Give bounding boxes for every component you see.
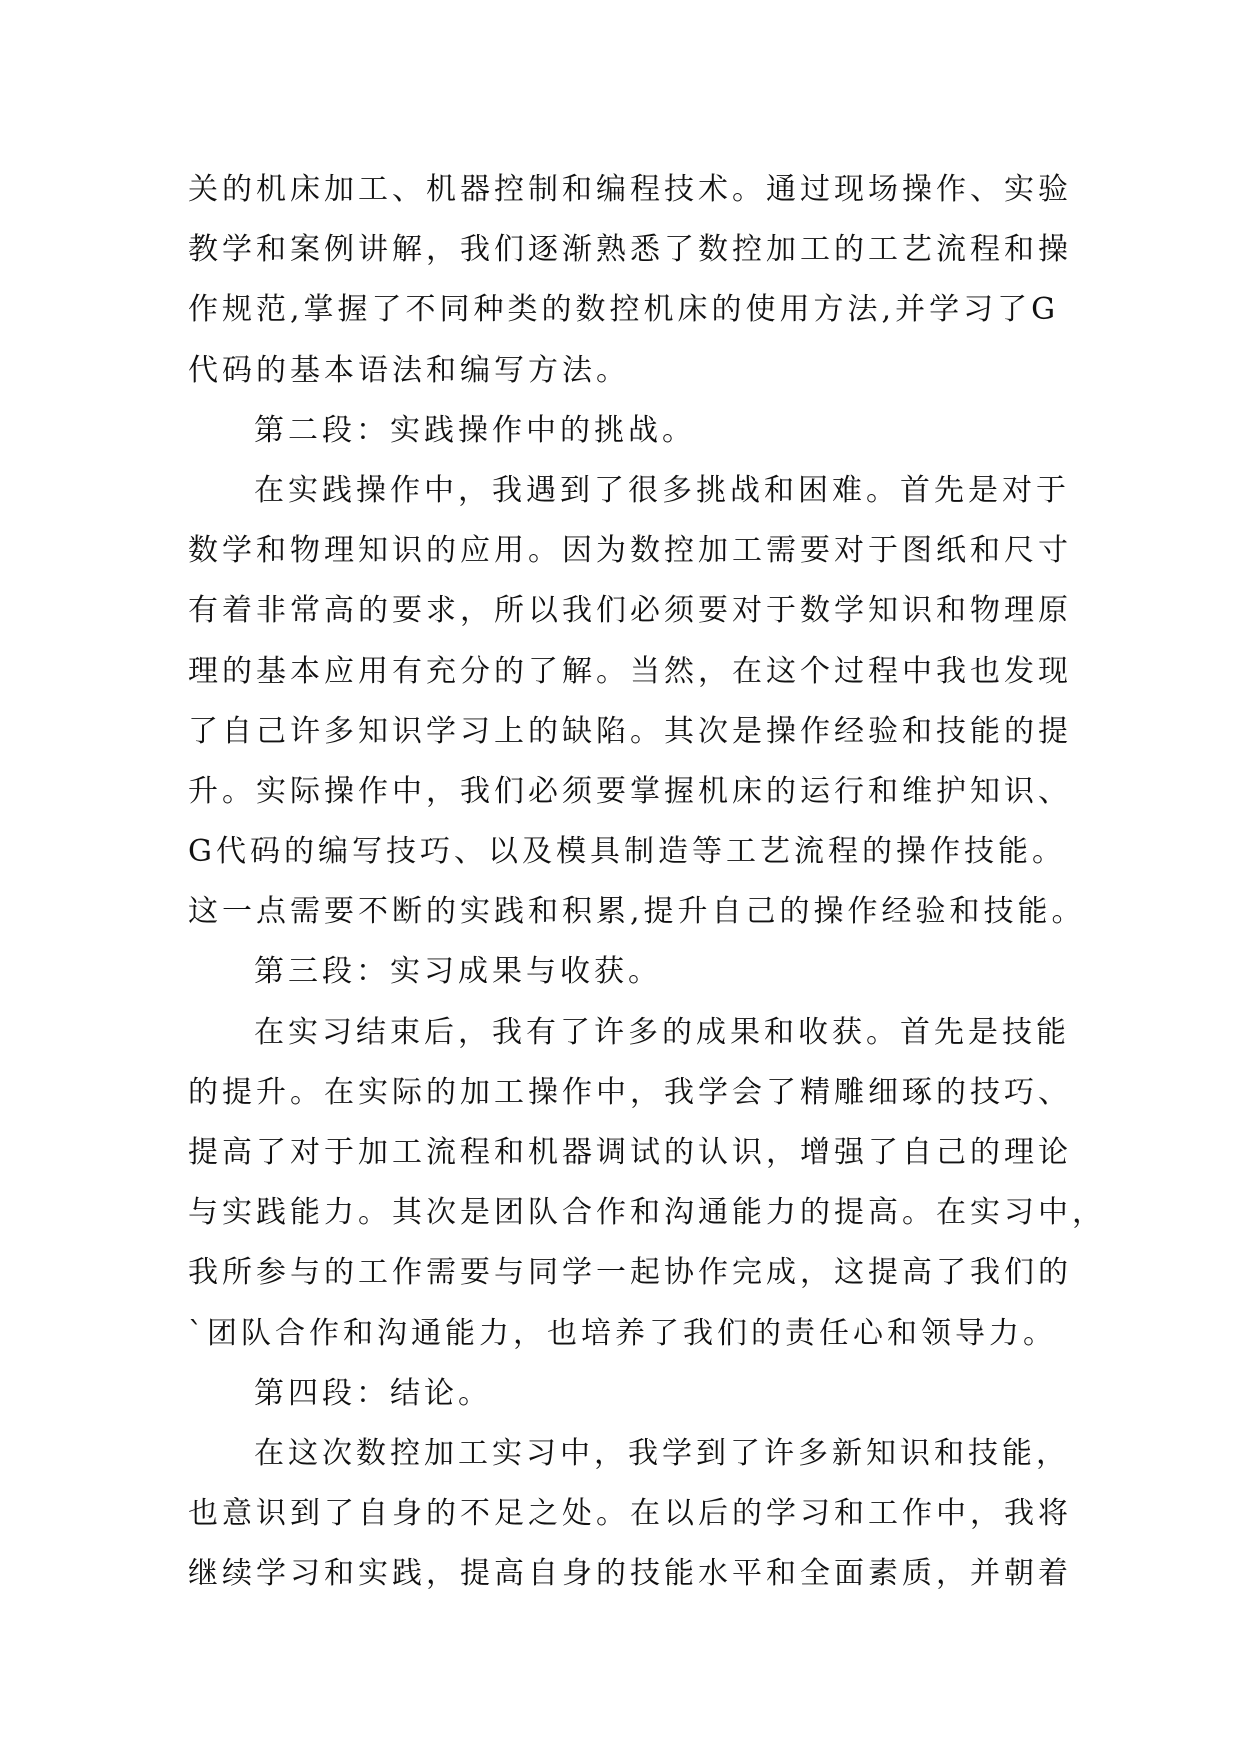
text-line: 在实践操作中，我遇到了很多挑战和困难。首先是对于 [254,472,1070,508]
text-line: 我所参与的工作需要与同学一起协作完成，这提高了我们的 [188,1255,1072,1291]
text-line: 了自己许多知识学习上的缺陷。其次是操作经验和技能的提 [188,713,1072,749]
section-heading: 第四段：结论。 [254,1375,492,1411]
text-line: 这一点需要不断的实践和积累,提升自己的操作经验和技能。 [188,894,1086,930]
text-line: 代码的基本语法和编写方法。 [188,352,630,388]
text-line: 教学和案例讲解，我们逐渐熟悉了数控加工的工艺流程和操 [188,232,1072,268]
text-line: 有着非常高的要求，所以我们必须要对于数学知识和物理原 [188,593,1072,629]
text-line: 在这次数控加工实习中，我学到了许多新知识和技能， [254,1435,1070,1471]
section-heading: 第三段：实习成果与收获。 [254,954,662,990]
text-line: 也意识到了自身的不足之处。在以后的学习和工作中，我将 [188,1496,1072,1532]
document-body [188,160,1106,1605]
text-line: 继续学习和实践，提高自身的技能水平和全面素质，并朝着 [188,1556,1072,1592]
section-heading: 第二段：实践操作中的挑战。 [254,412,696,448]
text-line: 升。实际操作中，我们必须要掌握机床的运行和维护知识、 [188,773,1072,809]
text-line: 与实践能力。其次是团队合作和沟通能力的提高。在实习中， [188,1195,1106,1231]
text-line: 在实习结束后，我有了许多的成果和收获。首先是技能 [254,1014,1070,1050]
text-line: `团队合作和沟通能力，也培养了我们的责任心和领导力。 [188,1315,1057,1351]
text-line: 理的基本应用有充分的了解。当然，在这个过程中我也发现 [188,653,1072,689]
text-line: 数学和物理知识的应用。因为数控加工需要对于图纸和尺寸 [188,533,1072,569]
text-line: 的提升。在实际的加工操作中，我学会了精雕细琢的技巧、 [188,1074,1072,1110]
text-line: 关的机床加工、机器控制和编程技术。通过现场操作、实验 [188,172,1072,207]
text-line: G代码的编写技巧、以及模具制造等工艺流程的操作技能。 [188,834,1066,870]
text-line: 提高了对于加工流程和机器调试的认识，增强了自己的理论 [188,1135,1072,1170]
text-line: 作规范,掌握了不同种类的数控机床的使用方法,并学习了G [188,292,1060,328]
